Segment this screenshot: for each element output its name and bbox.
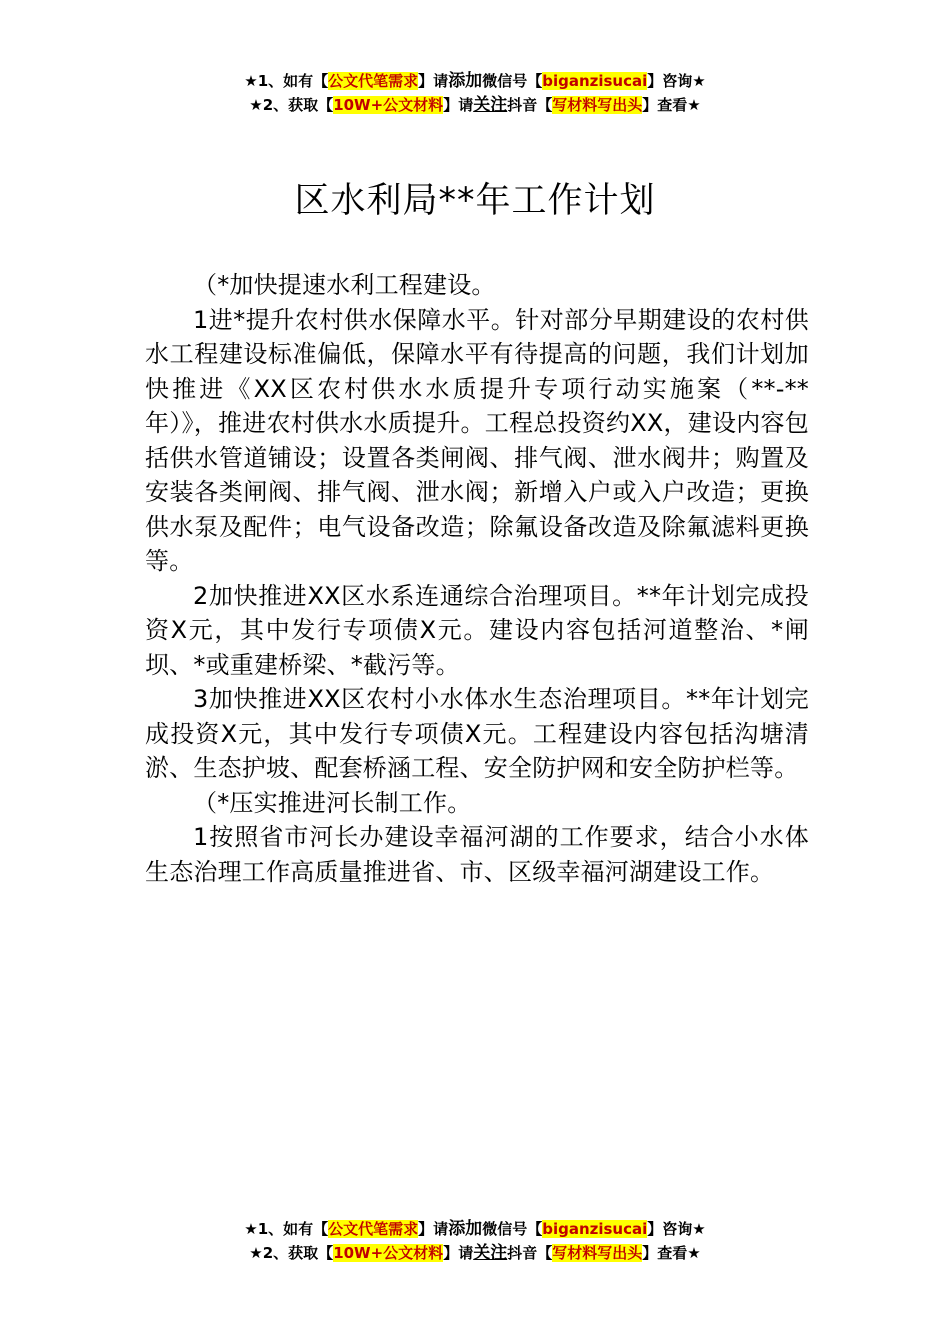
banner-wechat-id: biganzisucai: [542, 72, 648, 90]
banner-highlight: 公文代笔需求: [328, 72, 419, 90]
banner-douyin-id: 写材料写出头: [552, 96, 643, 114]
body-paragraph: 1进*提升农村供水保障水平。针对部分早期建设的农村供水工程建设标准偏低，保障水平有待提高的问题，我们计划加快推进《XX区农村供水水质提升专项行动实施案（**-**年）》，推进农村供水水质提升。工程总投资约XX，建设内容包括供水管道铺设；设置各类闸阀、排气阀、泄水阀井；购置及安装各类闸阀、排气阀、泄水阀；新增入户或入户改造；更换供水泵及配件；电气设备改造；除氟设备改造及除氟滤料更换等。: [145, 305, 809, 575]
body-paragraph: 2加快推进XX区水系连通综合治理项目。**年计划完成投资X元，其中发行专项债X元。建设内容包括河道整治、*闸坝、*或重建桥梁、*截污等。: [145, 581, 809, 679]
banner-douyin-id: 写材料写出头: [552, 1244, 643, 1262]
banner-line-1: ★1、如有【公文代笔需求】请添加微信号【biganzisucai】咨询★: [244, 71, 706, 91]
banner-wechat-id: biganzisucai: [542, 1220, 648, 1238]
body-paragraph: 1按照省市河长办建设幸福河湖的工作要求，结合小水体生态治理工作高质量推进省、市、区级幸福河湖建设工作。: [145, 823, 809, 886]
body-paragraph: 3加快推进XX区农村小水体水生态治理项目。**年计划完成投资X元，其中发行专项债X元。工程建设内容包括沟塘清淤、生态护坡、配套桥涵工程、安全防护网和安全防护栏等。: [145, 685, 809, 782]
document-body: [145, 268, 809, 889]
banner-highlight: 公文代笔需求: [328, 1220, 419, 1238]
body-paragraph: （*压实推进河长制工作。: [193, 788, 472, 817]
banner-highlight: 10W+公文材料: [333, 96, 444, 114]
top-banner: [0, 69, 950, 117]
banner-line-2: ★2、获取【10W+公文材料】请关注抖音【写材料写出头】查看★: [249, 95, 701, 115]
banner-line-2: ★2、获取【10W+公文材料】请关注抖音【写材料写出头】查看★: [249, 1243, 701, 1263]
bottom-banner: [0, 1217, 950, 1265]
banner-highlight: 10W+公文材料: [333, 1244, 444, 1262]
document-title: 区水利局**年工作计划: [294, 181, 656, 221]
body-paragraph: （*加快提速水利工程建设。: [193, 271, 496, 299]
banner-line-1: ★1、如有【公文代笔需求】请添加微信号【biganzisucai】咨询★: [244, 1219, 706, 1239]
